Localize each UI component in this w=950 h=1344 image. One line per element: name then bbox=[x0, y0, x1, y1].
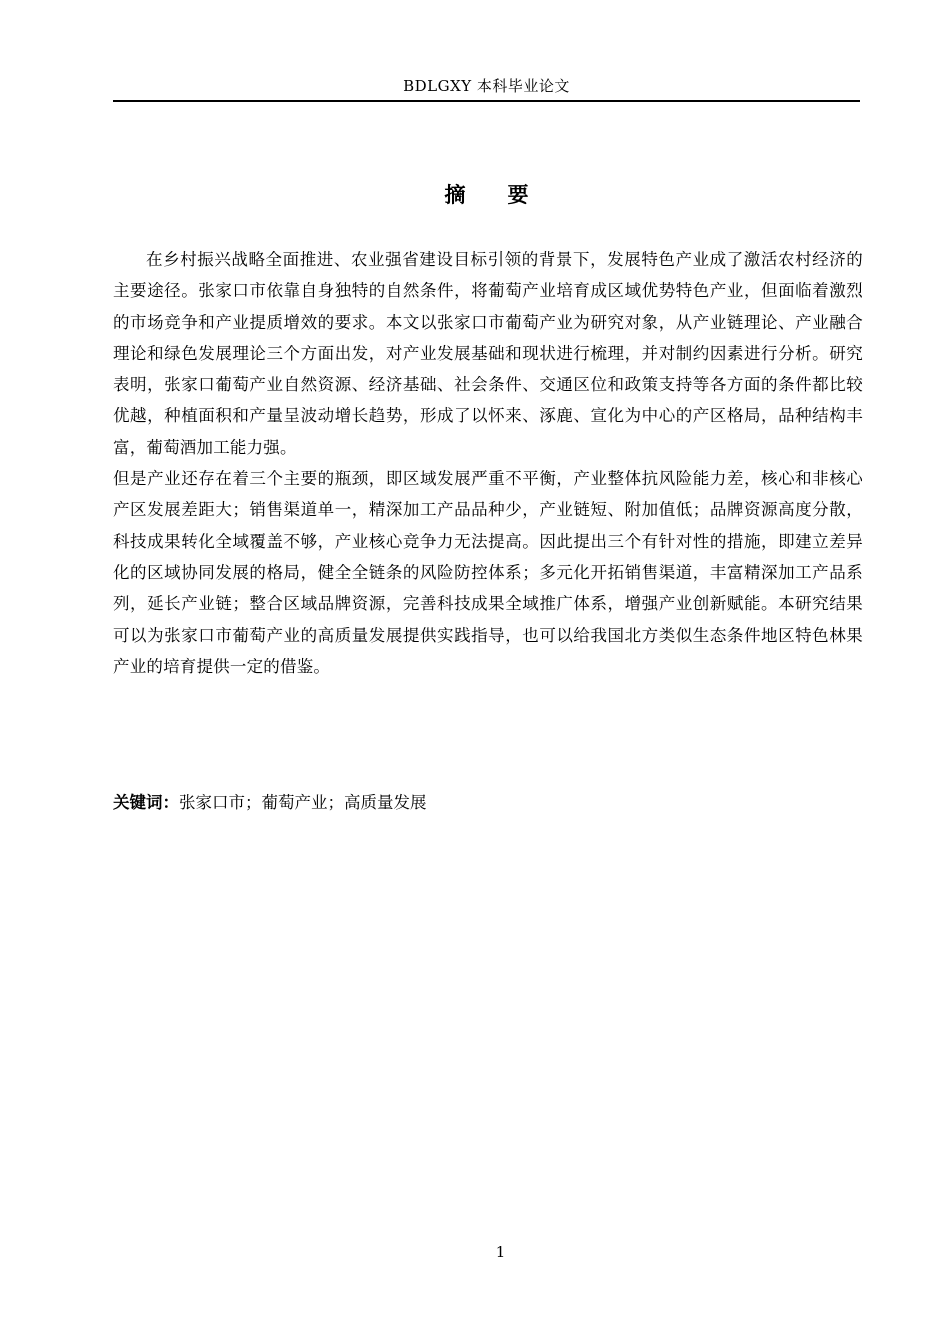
abstract-title-char-2: 要 bbox=[507, 183, 529, 207]
abstract-title-char-1: 摘 bbox=[444, 183, 466, 207]
abstract-paragraph-1: 在乡村振兴战略全面推进、农业强省建设目标引领的背景下，发展特色产业成了激活农村经济的主要途径。张家口市依靠自身独特的自然条件，将葡萄产业培育成区域优势特色产业，但面临着激烈的市场竞争和产业提质增效的要求。本文以张家口市葡萄产业为研究对象，从产业链理论、产业融合理论和绿色发展理论三个方面出发，对产业发展基础和现状进行梳理，并对制约因素进行分析。研究表明，张家口葡萄产业自然资源、经济基础、社会条件、交通区位和政策支持等各方面的条件都比较优越，种植面积和产量呈波动增长趋势，形成了以怀来、涿鹿、宣化为中心的产区格局，品种结构丰富，葡萄酒加工能力强。 bbox=[113, 250, 863, 457]
header-rule bbox=[113, 100, 860, 102]
abstract-title bbox=[113, 180, 860, 210]
keywords-line bbox=[113, 789, 860, 817]
abstract-paragraph-2: 但是产业还存在着三个主要的瓶颈，即区域发展严重不平衡，产业整体抗风险能力差，核心和非核心产区发展差距大；销售渠道单一，精深加工产品品种少，产业链短、附加值低；品牌资源高度分散，科技成果转化全域覆盖不够，产业核心竞争力无法提高。因此提出三个有针对性的措施，即建立差异化的区域协同发展的格局，健全全链条的风险防控体系；多元化开拓销售渠道，丰富精深加工产品系列，延长产业链；整合区域品牌资源，完善科技成果全域推广体系，增强产业创新赋能。本研究结果可以为张家口市葡萄产业的高质量发展提供实践指导，也可以给我国北方类似生态条件地区特色林果产业的培育提供一定的借鉴。 bbox=[113, 469, 863, 676]
running-header: BDLGXY 本科毕业论文 bbox=[403, 77, 570, 95]
abstract-body bbox=[113, 244, 863, 682]
page-number: 1 bbox=[495, 1243, 506, 1261]
keywords-value: 张家口市；葡萄产业；高质量发展 bbox=[179, 793, 427, 812]
keywords-label: 关键词： bbox=[113, 793, 179, 812]
